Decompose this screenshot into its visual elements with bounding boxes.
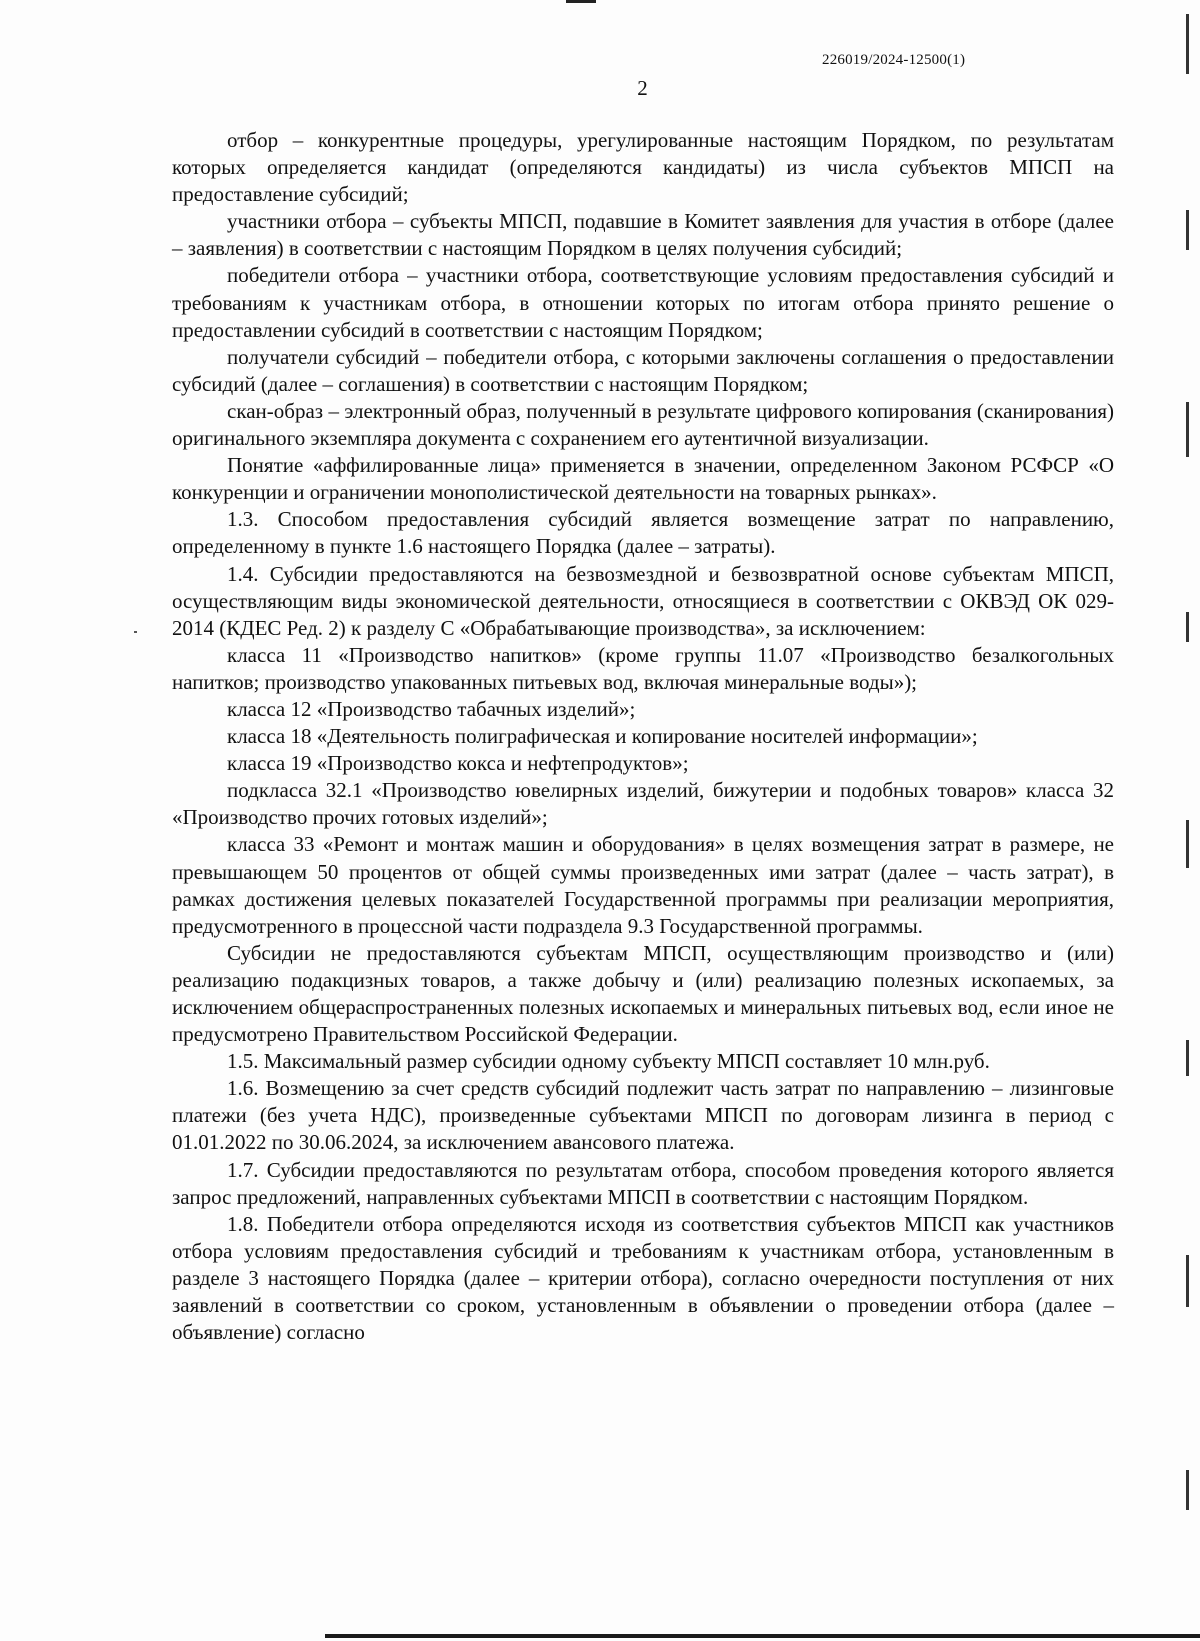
paragraph-definition-recipients: получатели субсидий – победители отбора, с которыми заключены соглашения о предоставлении субсидий (далее – соглашения) в соответствии с настоящим Порядком; (172, 344, 1114, 396)
paragraph-1-3: 1.3. Способом предоставления субсидий является возмещение затрат по направлению, определенному в пункте 1.6 настоящего Порядка (далее – затраты). (172, 507, 1114, 559)
paragraph-class-33: класса 33 «Ремонт и монтаж машин и оборудования» в целях возмещения затрат в размере, не превышающем 50 процентов от общей суммы произведенных ими затрат (далее – часть затрат), в рамках достижения целевых показателей Государственной программы при реализации мероприятия, предусмотренного в процессной части подраздела 9.3 Государственной программы. (172, 832, 1114, 938)
paragraph-1-8: 1.8. Победители отбора определяются исходя из соответствия субъектов МПСП как участников отбора условиям предоставления субсидий и требованиям к участникам отбора, установленным в разделе 3 настоящего Порядка (далее – критерии отбора), согласно очередности поступления от них заявлений в соответствии со сроком, установленным в объявлении о проведении отбора (далее – объявление) согласно (172, 1211, 1114, 1345)
scan-bottom-edge (325, 1634, 1200, 1638)
paragraph-class-12: класса 12 «Производство табачных изделий»; (227, 696, 636, 721)
paragraph-1-6: 1.6. Возмещению за счет средств субсидий подлежит часть затрат по направлению – лизинговые платежи (без учета НДС), произведенные субъектами МПСП по договорам лизинга в период с 01.01.2022 по 30.06.2024, за исключением авансового платежа. (172, 1076, 1114, 1155)
scan-right-edge (1186, 0, 1192, 1641)
paragraph-1-5: 1.5. Максимальный размер субсидии одному субъекту МПСП составляет 10 млн.руб. (227, 1049, 990, 1074)
paragraph-1-7: 1.7. Субсидии предоставляются по результатам отбора, способом проведения которого является запрос предложений, направленных субъектами МПСП в соответствии с настоящим Порядком. (172, 1157, 1114, 1209)
paragraph-1-4: 1.4. Субсидии предоставляются на безвозмездной и безвозвратной основе субъектам МПСП, осуществляющим виды экономической деятельности, относящиеся в соответствии с ОКВЭД ОК 029-2014 (КДЕС Ред. 2) к разделу С «Обрабатывающие производства», за исключением: (172, 561, 1114, 640)
paragraph-subclass-32-1: подкласса 32.1 «Производство ювелирных изделий, бижутерии и подобных товаров» класса 32 «Производство прочих готовых изделий»; (172, 778, 1114, 830)
paragraph-definition-selection: отбор – конкурентные процедуры, урегулированные настоящим Порядком, по результатам которых определяется кандидат (определяются кандидаты) из числа субъектов МПСП на предоставление субсидий; (172, 128, 1114, 207)
page-number: 2 (637, 76, 648, 100)
scan-speck (134, 631, 137, 633)
paragraph-class-11: класса 11 «Производство напитков» (кроме группы 11.07 «Производство безалкогольных напитков; производство упакованных питьевых вод, включая минеральные воды»); (172, 642, 1114, 694)
scan-top-mark (566, 0, 596, 3)
paragraph-definition-scan-image: скан-образ – электронный образ, полученный в результате цифрового копирования (сканирования) оригинального экземпляра документа с сохранением его аутентичной визуализации. (172, 398, 1114, 451)
paragraph-affiliated-persons: Понятие «аффилированные лица» применяется в значении, определенном Законом РСФСР «О конкуренции и ограничении монополистической деятельности на товарных рынках». (172, 453, 1114, 505)
paragraph-definition-winners: победители отбора – участники отбора, соответствующие условиям предоставления субсидий и требованиям к участникам отбора, в отношении которых по итогам отбора принято решение о предоставлении субсидий в соответствии с настоящим Порядком; (172, 263, 1114, 342)
paragraph-excise-exclusion: Субсидии не предоставляются субъектам МПСП, осуществляющим производство и (или) реализацию подакцизных товаров, а также добычу и (или) реализацию полезных ископаемых, за исключением общераспространенных полезных ископаемых и минеральных питьевых вод, если иное не предусмотрено Правительством Российской Федерации. (172, 940, 1114, 1047)
paragraph-class-19: класса 19 «Производство кокса и нефтепродуктов»; (227, 751, 689, 776)
paragraph-class-18: класса 18 «Деятельность полиграфическая и копирование носителей информации»; (227, 724, 978, 749)
paragraph-definition-participants: участники отбора – субъекты МПСП, подавшие в Комитет заявления для участия в отборе (далее – заявления) в соответствии с настоящим Порядком в целях получения субсидий; (172, 209, 1114, 261)
document-body (172, 127, 1114, 1346)
registration-number: 226019/2024-12500(1) (822, 52, 966, 68)
